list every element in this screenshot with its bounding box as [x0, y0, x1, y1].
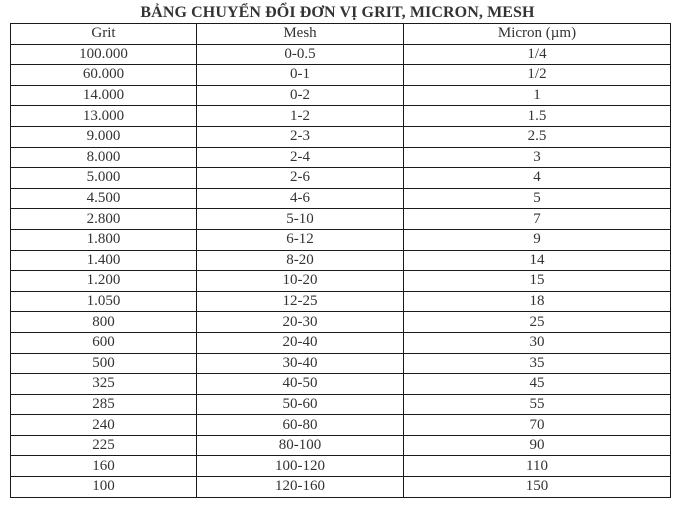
- cell-micron: 30: [404, 332, 671, 353]
- cell-micron: 150: [404, 477, 671, 498]
- cell-micron: 90: [404, 435, 671, 456]
- cell-grit: 1.800: [11, 229, 197, 250]
- cell-mesh: 2-3: [197, 126, 404, 147]
- table-row: [11, 188, 671, 209]
- table-row: [11, 106, 671, 127]
- column-header-micron: Micron (µm): [404, 24, 671, 45]
- cell-mesh: 4-6: [197, 188, 404, 209]
- table-header: [11, 24, 671, 45]
- table-row: [11, 415, 671, 436]
- cell-micron: 2.5: [404, 126, 671, 147]
- cell-mesh: 40-50: [197, 374, 404, 395]
- cell-grit: 1.200: [11, 271, 197, 292]
- cell-grit: 1.400: [11, 250, 197, 271]
- table-row: [11, 229, 671, 250]
- cell-mesh: 10-20: [197, 271, 404, 292]
- cell-mesh: 50-60: [197, 394, 404, 415]
- header-row: [11, 24, 671, 45]
- cell-micron: 14: [404, 250, 671, 271]
- cell-mesh: 6-12: [197, 229, 404, 250]
- table-row: [11, 312, 671, 333]
- table-row: [11, 477, 671, 498]
- table-row: [11, 456, 671, 477]
- table-row: [11, 209, 671, 230]
- cell-micron: 45: [404, 374, 671, 395]
- cell-grit: 325: [11, 374, 197, 395]
- table-row: [11, 168, 671, 189]
- cell-grit: 800: [11, 312, 197, 333]
- table-row: [11, 250, 671, 271]
- cell-grit: 14.000: [11, 85, 197, 106]
- cell-grit: 500: [11, 353, 197, 374]
- cell-mesh: 20-30: [197, 312, 404, 333]
- cell-grit: 100.000: [11, 44, 197, 65]
- cell-mesh: 12-25: [197, 291, 404, 312]
- cell-micron: 4: [404, 168, 671, 189]
- column-header-grit: Grit: [11, 24, 197, 45]
- cell-grit: 9.000: [11, 126, 197, 147]
- cell-micron: 1/4: [404, 44, 671, 65]
- cell-micron: 1.5: [404, 106, 671, 127]
- cell-grit: 100: [11, 477, 197, 498]
- cell-micron: 55: [404, 394, 671, 415]
- table-title: BẢNG CHUYỂN ĐỔI ĐƠN VỊ GRIT, MICRON, MESH: [140, 4, 535, 21]
- cell-micron: 70: [404, 415, 671, 436]
- cell-grit: 600: [11, 332, 197, 353]
- table-body: [11, 44, 671, 497]
- cell-mesh: 2-6: [197, 168, 404, 189]
- table-row: [11, 126, 671, 147]
- cell-mesh: 30-40: [197, 353, 404, 374]
- cell-mesh: 8-20: [197, 250, 404, 271]
- table-row: [11, 332, 671, 353]
- cell-micron: 18: [404, 291, 671, 312]
- cell-mesh: 0-1: [197, 65, 404, 86]
- cell-micron: 110: [404, 456, 671, 477]
- table-row: [11, 435, 671, 456]
- table-row: [11, 291, 671, 312]
- cell-micron: 1: [404, 85, 671, 106]
- cell-micron: 3: [404, 147, 671, 168]
- cell-grit: 60.000: [11, 65, 197, 86]
- column-header-mesh: Mesh: [197, 24, 404, 45]
- table-row: [11, 85, 671, 106]
- cell-grit: 225: [11, 435, 197, 456]
- cell-grit: 285: [11, 394, 197, 415]
- cell-grit: 4.500: [11, 188, 197, 209]
- cell-grit: 240: [11, 415, 197, 436]
- cell-mesh: 100-120: [197, 456, 404, 477]
- cell-mesh: 0-2: [197, 85, 404, 106]
- cell-grit: 1.050: [11, 291, 197, 312]
- conversion-table: [10, 23, 671, 498]
- table-row: [11, 353, 671, 374]
- cell-mesh: 80-100: [197, 435, 404, 456]
- cell-grit: 5.000: [11, 168, 197, 189]
- cell-mesh: 5-10: [197, 209, 404, 230]
- cell-grit: 160: [11, 456, 197, 477]
- table-row: [11, 271, 671, 292]
- cell-micron: 25: [404, 312, 671, 333]
- cell-micron: 5: [404, 188, 671, 209]
- cell-grit: 13.000: [11, 106, 197, 127]
- cell-micron: 35: [404, 353, 671, 374]
- table-row: [11, 44, 671, 65]
- cell-mesh: 120-160: [197, 477, 404, 498]
- cell-micron: 15: [404, 271, 671, 292]
- cell-grit: 8.000: [11, 147, 197, 168]
- cell-mesh: 2-4: [197, 147, 404, 168]
- cell-micron: 9: [404, 229, 671, 250]
- table-row: [11, 374, 671, 395]
- cell-mesh: 60-80: [197, 415, 404, 436]
- cell-mesh: 0-0.5: [197, 44, 404, 65]
- cell-micron: 1/2: [404, 65, 671, 86]
- cell-mesh: 1-2: [197, 106, 404, 127]
- cell-micron: 7: [404, 209, 671, 230]
- table-row: [11, 147, 671, 168]
- table-row: [11, 394, 671, 415]
- cell-grit: 2.800: [11, 209, 197, 230]
- cell-mesh: 20-40: [197, 332, 404, 353]
- table-row: [11, 65, 671, 86]
